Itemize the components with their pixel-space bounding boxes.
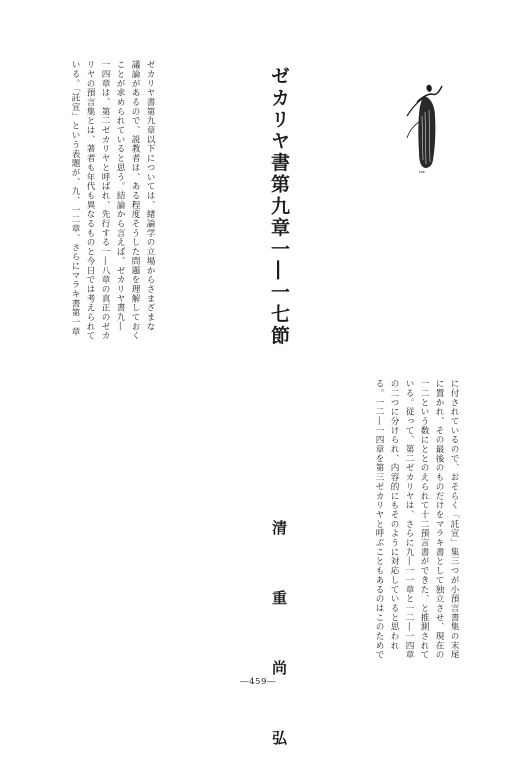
article-title: ゼカリヤ書第九章一―一七節 xyxy=(268,66,290,347)
article-author: 清 重 尚 弘 xyxy=(270,520,288,765)
body-line: 議論があるので、説教者は、ある程度そうした問題を理解しておく xyxy=(130,60,140,341)
body-text-block-second xyxy=(371,379,461,660)
body-line: 一四章は、第二ゼカリヤと呼ばれ、先行する一―八章の真正のゼカ xyxy=(100,60,110,341)
body-line: に付されているので、おそらく「託宣」集三つが小預言書集の末尾 xyxy=(449,379,459,660)
body-line: る。一二―一四章を第三ゼカリヤと呼ぶこともあるのはこのためで xyxy=(374,379,384,660)
body-line: リヤの預言集とは、著者も年代も異なるものと今日では考えられて xyxy=(85,60,95,341)
body-line: に置かれ、その最後のものだけをマラキ書として独立させ、現在の xyxy=(434,379,444,660)
body-line: の二つに分けられ、内容的にもそのように対応していると思われ xyxy=(389,379,399,651)
body-line: 一二という数にととのえられて十二預言書ができた、と推測されて xyxy=(419,379,429,660)
body-line: いる。「託宣」という表題が、九、一二章、さらにマラキ書第一章 xyxy=(70,60,80,337)
body-line: いる。従って、第二ゼカリヤは、さらに九―一一章と一二―一四章 xyxy=(404,379,414,660)
body-text-block-first xyxy=(67,60,157,346)
page-number: ―459― xyxy=(240,677,276,687)
body-line: ゼカリヤ書第九章以下については、緒論学の立場からさまざまな xyxy=(145,60,155,332)
illustration-signature: tor. xyxy=(419,169,426,174)
dancing-figure-illustration xyxy=(405,82,445,174)
body-line: ことが求められていると思う。結論から言えば、ゼカリヤ書九― xyxy=(115,60,125,332)
